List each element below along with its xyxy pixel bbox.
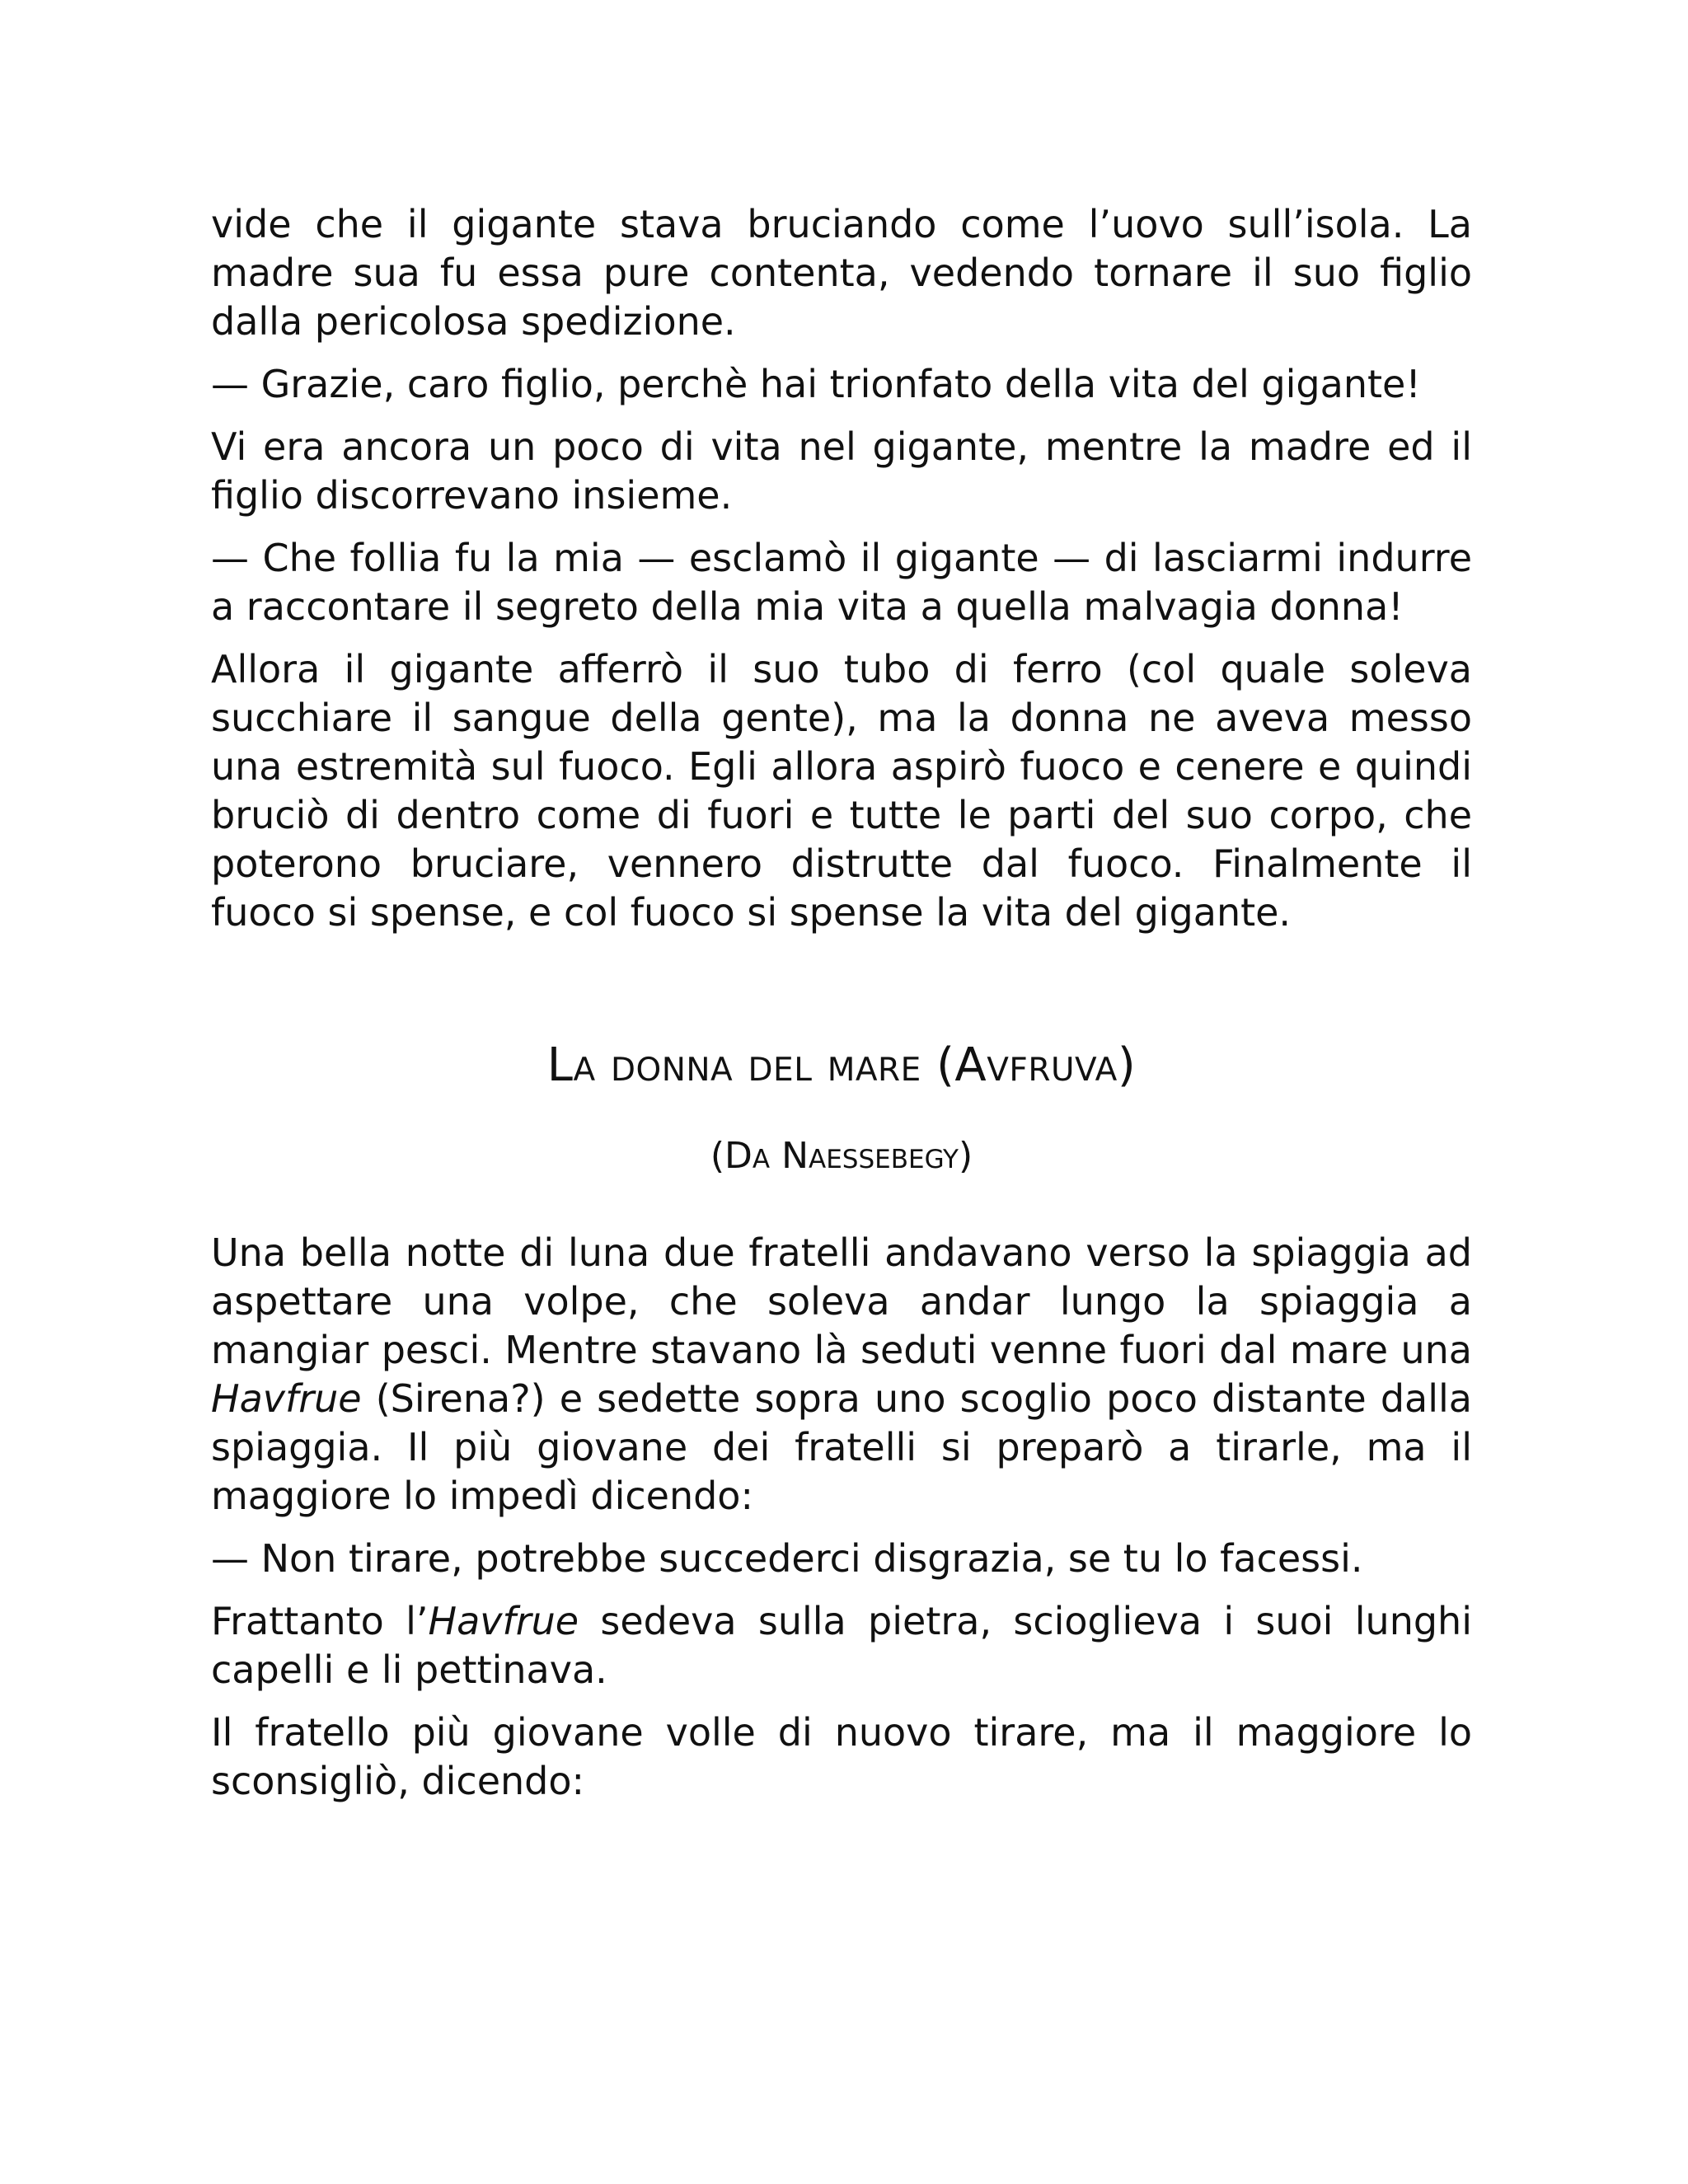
chapter-subtitle: (Da Naessebegy) xyxy=(710,1135,973,1178)
paragraph-dont-shoot: — Non tirare, potrebbe succederci disgrazia, se tu lo facessi. xyxy=(211,1536,1363,1582)
text-segment: sedeva sulla pietra, scioglieva i suoi lunghi capelli e li pettinava. xyxy=(211,1599,1472,1693)
paragraph-younger-brother: Il fratello più giovane volle di nuovo tirare, ma il maggiore lo sconsigliò, dicendo: xyxy=(211,1710,1472,1804)
page-body xyxy=(211,200,1472,1806)
italic-term: Havfrue xyxy=(211,1376,362,1422)
text-segment: Frattanto l’ xyxy=(211,1599,429,1644)
chapter-title: La donna del mare (Avfruva) xyxy=(546,1038,1137,1092)
paragraph-mother-thanks: — Grazie, caro figlio, perchè hai trionfato della vita del gigante! xyxy=(211,362,1421,406)
paragraph-giant-dies: Allora il gigante afferrò il suo tubo di ferro (col quale soleva succhiare il sangue della gente), ma la donna ne aveva messo una estremità sul fuoco. Egli allora aspirò fuoco e cenere e quindi bruciò di dentro come di fuori e tutte le parti del suo corpo, che poterono bruciare, vennero distrutte dal fuoco. Finalmente il fuoco si spense, e col fuoco si spense la vita del gigante. xyxy=(211,647,1472,935)
text-segment: (Sirena?) e sedette sopra uno scoglio poco distante dalla spiaggia. Il più giovane dei fratelli si preparò a tirarle, ma il maggiore lo impedì dicendo: xyxy=(211,1376,1472,1519)
italic-term: Havfrue xyxy=(428,1599,579,1644)
text-segment: Una bella notte di luna due fratelli andavano verso la spiaggia ad aspettare una volpe, che soleva andar lungo la spiaggia a mangiar pesci. Mentre stavano là seduti venne fuori dal mare una xyxy=(211,1230,1472,1373)
paragraph-giant-burning: vide che il gigante stava bruciando come l’uovo sull’isola. La madre sua fu essa pure contenta, vedendo tornare il suo figlio dalla pericolosa spedizione. xyxy=(211,202,1472,344)
paragraph-giant-alive: Vi era ancora un poco di vita nel gigante, mentre la madre ed il figlio discorrevano insieme. xyxy=(211,424,1472,518)
paragraph-giant-laments: — Che follia fu la mia — esclamò il gigante — di lasciarmi indurre a raccontare il segreto della mia vita a quella malvagia donna! xyxy=(211,536,1472,629)
paragraph-havfrue-combing xyxy=(211,1597,1472,1694)
paragraph-brothers-night xyxy=(211,1229,1472,1521)
